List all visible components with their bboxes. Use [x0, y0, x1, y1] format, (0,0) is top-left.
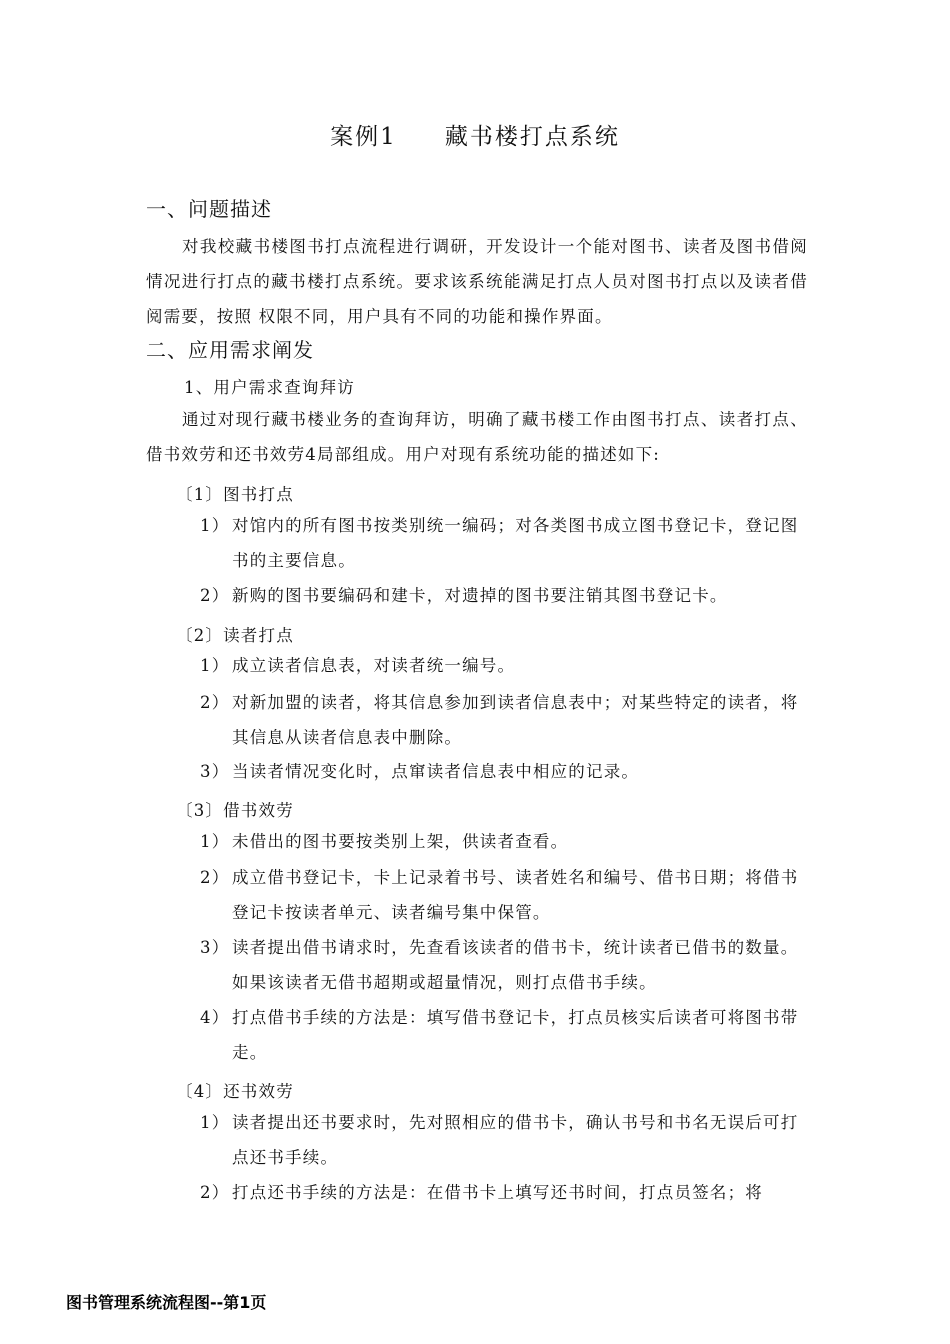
list-item: 2） 成立借书登记卡，卡上记录着书号、读者姓名和编号、借书日期；将借书登记卡按读者单元、读者编号集中保管。	[200, 868, 799, 922]
list-item: 1） 成立读者信息表，对读者统一编号。	[200, 656, 516, 675]
list-item: 3） 读者提出借书请求时，先查看该读者的借书卡，统计读者已借书的数量。如果该读者无借书超期或超量情况，则打点借书手续。	[200, 938, 799, 992]
group-label-book-management: 〔1〕图书打点	[176, 485, 294, 504]
title-case-number: 案例1	[330, 124, 397, 150]
group-label-return-service: 〔4〕还书效劳	[176, 1082, 294, 1101]
list-item: 2） 新购的图书要编码和建卡，对遗掉的图书要注销其图书登记卡。	[200, 586, 728, 605]
problem-description-paragraph: 对我校藏书楼图书打点流程进行调研，开发设计一个能对图书、读者及图书借阅情况进行打点的藏书楼打点系统。要求该系统能满足打点人员对图书打点以及读者借阅需要，按照 权限不同，用户具有不同的功能和操作界面。	[146, 237, 808, 326]
section-heading-requirements: 二、应用需求阐发	[146, 338, 314, 362]
section-heading-problem: 一、问题描述	[146, 197, 272, 221]
list-item: 3） 当读者情况变化时，点窜读者信息表中相应的记录。	[200, 762, 640, 781]
list-item: 1） 读者提出还书要求时，先对照相应的借书卡，确认书号和书名无误后可打点还书手续。	[200, 1113, 799, 1167]
page-footer: 图书管理系统流程图--第1页	[66, 1293, 267, 1312]
list-item: 1） 对馆内的所有图书按类别统一编码；对各类图书成立图书登记卡，登记图书的主要信息。	[200, 516, 799, 570]
title-system-name: 藏书楼打点系统	[444, 124, 620, 150]
group-label-reader-management: 〔2〕读者打点	[176, 626, 294, 645]
survey-intro-paragraph: 通过对现行藏书楼业务的查询拜访，明确了藏书楼工作由图书打点、读者打点、借书效劳和还书效劳4局部组成。用户对现有系统功能的描述如下:	[146, 410, 808, 464]
list-item: 2） 对新加盟的读者，将其信息参加到读者信息表中；对某些特定的读者，将其信息从读者信息表中删除。	[200, 693, 799, 747]
list-item: 1） 未借出的图书要按类别上架，供读者查看。	[200, 832, 569, 851]
subsection-user-survey: 1、用户需求查询拜访	[184, 378, 355, 397]
page-title	[0, 118, 950, 151]
group-label-borrowing-service: 〔3〕借书效劳	[176, 801, 294, 820]
list-item: 2） 打点还书手续的方法是：在借书卡上填写还书时间，打点员签名；将	[200, 1183, 763, 1202]
list-item: 4） 打点借书手续的方法是：填写借书登记卡，打点员核实后读者可将图书带走。	[200, 1008, 799, 1062]
